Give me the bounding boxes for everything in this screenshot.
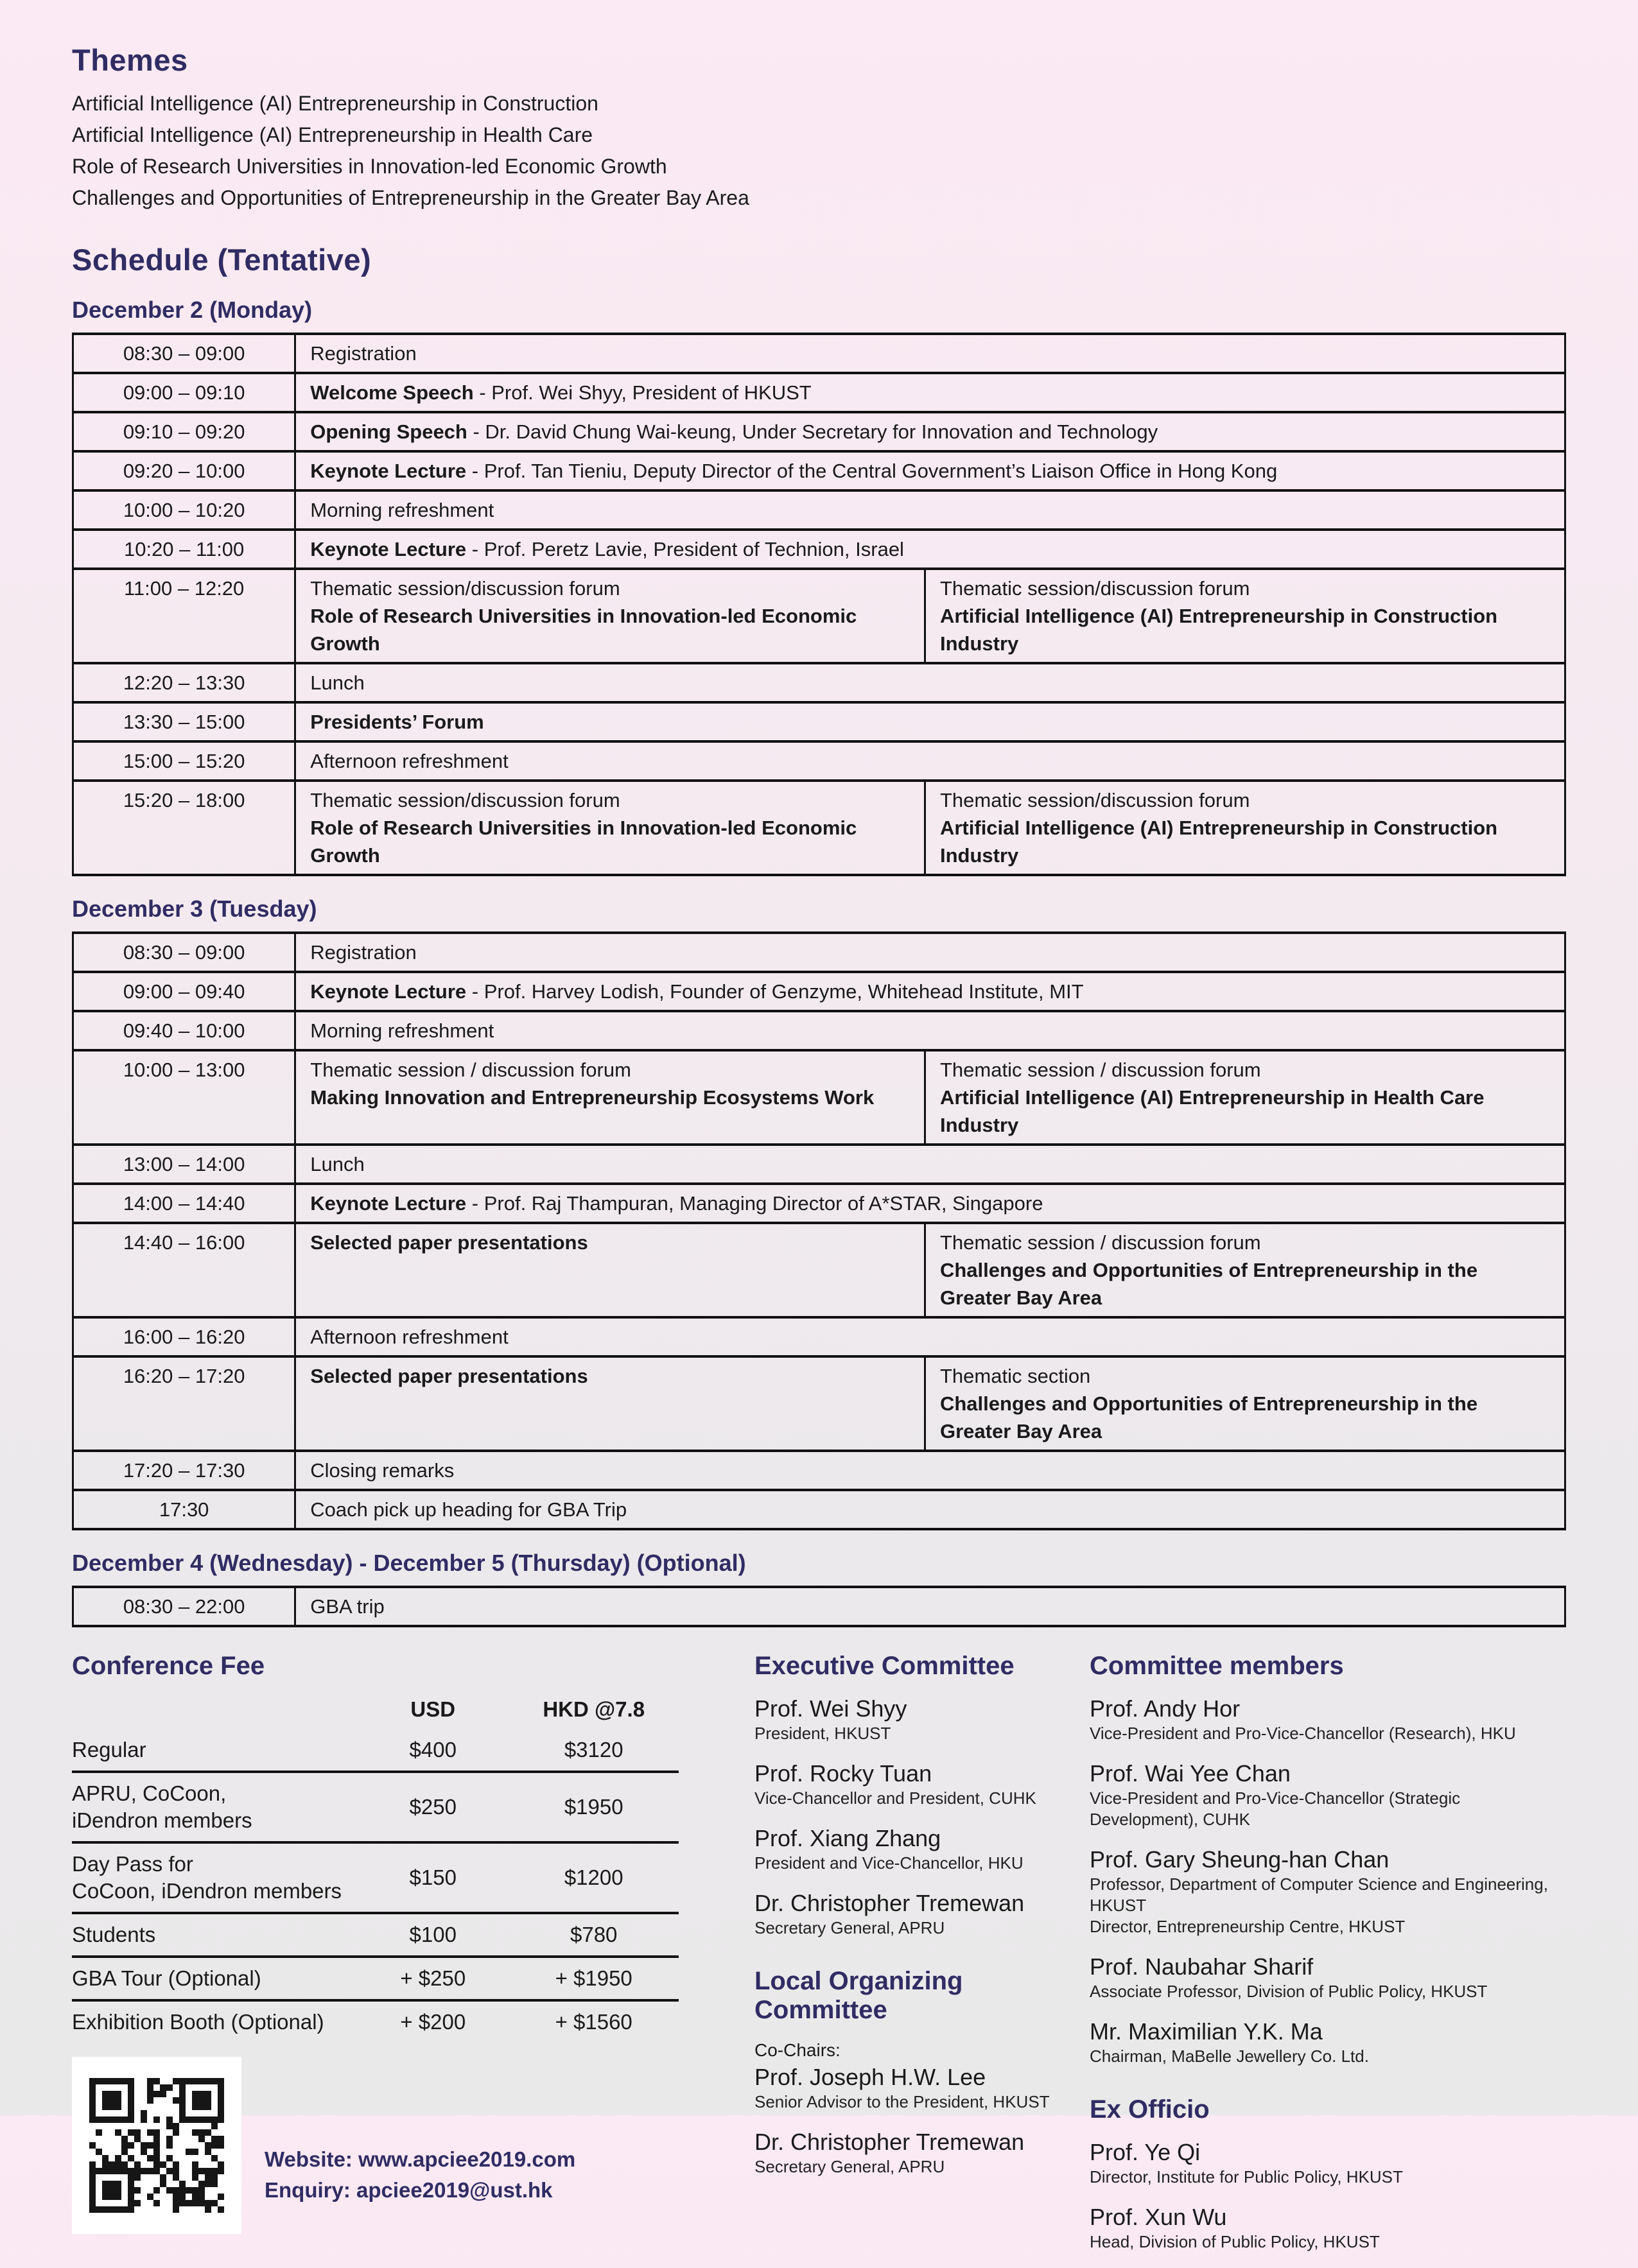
fee-label-cell: [72, 1842, 357, 1913]
schedule-cell-line: Keynote Lecture - Prof. Peretz Lavie, President of Technion, Israel: [310, 538, 904, 560]
schedule-cell-line: Afternoon refreshment: [310, 1326, 509, 1348]
session-cell: [295, 1587, 1565, 1626]
schedule-row: [73, 1587, 1565, 1626]
member-title: Professor, Department of Computer Science and Engineering, HKUST: [1090, 1874, 1548, 1915]
session-cell: [295, 741, 1565, 781]
committee-member: [1090, 1695, 1566, 1744]
committee-member: [1090, 2203, 1566, 2253]
time-cell: 14:40 – 16:00: [73, 1223, 295, 1317]
website-line: Website: www.apciee2019.com: [265, 2147, 576, 2171]
fee-label-cell: [72, 1957, 357, 2000]
time-cell: 09:40 – 10:00: [73, 1011, 295, 1050]
committee-member: [1090, 1846, 1566, 1937]
session-cell: [295, 451, 1565, 490]
time-cell: 10:00 – 10:20: [73, 490, 295, 530]
member-name: Dr. Christopher Tremewan: [754, 2129, 1025, 2155]
member-title: Vice-Chancellor and President, CUHK: [754, 1788, 1036, 1808]
conference-fee-section: [72, 1652, 679, 2268]
schedule-cell-line: Afternoon refreshment: [310, 750, 509, 772]
fee-label-line: Day Pass for: [72, 1852, 193, 1876]
session-cell: [295, 1490, 1565, 1529]
time-cell: 10:20 – 11:00: [73, 530, 295, 569]
schedule-cell-line: Artificial Intelligence (AI) Entrepreneurship in Construction Industry: [939, 817, 1498, 867]
member-name: Prof. Naubahar Sharif: [1090, 1953, 1314, 1980]
member-title: Secretary General, APRU: [754, 2157, 945, 2176]
schedule-cell-line: Keynote Lecture - Prof. Harvey Lodish, Founder of Genzyme, Whitehead Institute, MIT: [310, 980, 1084, 1003]
fee-row: [72, 2000, 679, 2043]
member-name: Prof. Xiang Zhang: [754, 1825, 941, 1851]
member-title: Senior Advisor to the President, HKUST: [754, 2092, 1050, 2111]
session-cell: [295, 1451, 1565, 1490]
committee-member: [754, 1889, 1070, 1939]
contact-block: [265, 2144, 575, 2234]
member-name: Mr. Maximilian Y.K. Ma: [1090, 2018, 1323, 2045]
schedule-cell-line: Thematic session / discussion forum: [939, 1231, 1261, 1254]
session-cell: [295, 1050, 925, 1145]
session-cell: [295, 530, 1565, 569]
time-cell: 17:20 – 17:30: [73, 1451, 295, 1490]
schedule-row: [73, 451, 1565, 490]
schedule-cell-line: Registration: [310, 342, 417, 365]
themes-list: [72, 88, 1566, 214]
schedule-cell-line: Morning refreshment: [310, 499, 494, 521]
member-title: Vice-President and Pro-Vice-Chancellor (Strategic Development), CUHK: [1090, 1788, 1461, 1829]
local-organizing-committee: [754, 1967, 1070, 2177]
schedule-cell-line: Role of Research Universities in Innovation-led Economic Growth: [310, 605, 857, 655]
fee-label-line: GBA Tour (Optional): [72, 1966, 261, 1990]
committee-member: [754, 2063, 1070, 2113]
schedule-cell-line: Lunch: [310, 671, 365, 694]
time-cell: 16:00 – 16:20: [73, 1317, 295, 1356]
committee-heading: Committee members: [1090, 1652, 1344, 1680]
fee-header-row: [72, 1687, 679, 1729]
fee-hkd-cell: $3120: [509, 1729, 679, 1772]
schedule-cell-line: Coach pick up heading for GBA Trip: [310, 1498, 627, 1521]
committee-heading: Ex Officio: [1090, 2095, 1210, 2124]
time-cell: 09:00 – 09:10: [73, 373, 295, 412]
time-cell: 15:00 – 15:20: [73, 741, 295, 781]
schedule-row: [73, 1145, 1565, 1184]
schedule-row: [73, 1223, 1565, 1317]
session-cell: [295, 1011, 1565, 1050]
schedule-heading: Schedule (Tentative): [72, 243, 372, 277]
fee-hkd-cell: $1200: [509, 1842, 679, 1913]
fee-label-cell: [72, 1772, 357, 1842]
themes-heading: Themes: [72, 43, 188, 77]
schedule-cell-line: Selected paper presentations: [310, 1231, 588, 1254]
theme-item: Artificial Intelligence (AI) Entrepreneurship in Construction: [72, 92, 598, 115]
fee-label-line: APRU, CoCoon,: [72, 1781, 227, 1805]
fee-row: [72, 1957, 679, 2000]
committee-heading: Executive Committee: [754, 1652, 1015, 1680]
schedule-table: [72, 333, 1566, 876]
schedule-cell-line: Keynote Lecture - Prof. Tan Tieniu, Deputy Director of the Central Government’s Liaison Office in Hong Kong: [310, 460, 1278, 482]
schedule-cell-line: Thematic section: [939, 1365, 1091, 1387]
fee-label-line: CoCoon, iDendron members: [72, 1879, 342, 1903]
fee-usd-cell: $250: [357, 1772, 509, 1842]
session-cell: [295, 663, 1565, 702]
session-cell: [925, 781, 1565, 875]
session-cell: [295, 1223, 925, 1317]
schedule-row: [73, 569, 1565, 663]
member-name: Dr. Christopher Tremewan: [754, 1890, 1025, 1916]
member-title: Associate Professor, Division of Public Policy, HKUST: [1090, 1982, 1488, 2001]
member-title: President and Vice-Chancellor, HKU: [754, 1853, 1024, 1873]
fee-label-line: Exhibition Booth (Optional): [72, 2010, 324, 2034]
fee-hkd-cell: $1950: [509, 1772, 679, 1842]
schedule-row: [73, 1184, 1565, 1223]
schedule-cell-line: Opening Speech - Dr. David Chung Wai-keung, Under Secretary for Innovation and Technology: [310, 420, 1158, 443]
time-cell: 12:20 – 13:30: [73, 663, 295, 702]
schedule-cell-line: Challenges and Opportunities of Entrepreneurship in the Greater Bay Area: [939, 1392, 1478, 1442]
schedule-cell-line: Thematic session/discussion forum: [939, 789, 1250, 811]
time-cell: 15:20 – 18:00: [73, 781, 295, 875]
session-cell: [295, 781, 925, 875]
committee-member: [1090, 1760, 1566, 1830]
schedule-cell-line: Presidents’ Forum: [310, 711, 484, 733]
member-name: Prof. Gary Sheung-han Chan: [1090, 1846, 1390, 1873]
committee-member: [754, 1695, 1070, 1744]
session-cell: [295, 490, 1565, 530]
committee-member: [1090, 1953, 1566, 2002]
conference-fee-table: [72, 1687, 679, 2043]
committee-member: [754, 1824, 1070, 1874]
schedule-row: [73, 1050, 1565, 1145]
time-cell: 09:20 – 10:00: [73, 451, 295, 490]
schedule-row: [73, 933, 1565, 972]
schedule-cell-line: Challenges and Opportunities of Entrepreneurship in the Greater Bay Area: [939, 1259, 1478, 1309]
qr-code-icon: [89, 2078, 224, 2213]
schedule-cell-line: Thematic session / discussion forum: [310, 1059, 631, 1081]
member-title: Director, Entrepreneurship Centre, HKUST: [1090, 1917, 1406, 1936]
session-cell: [295, 1317, 1565, 1356]
schedule-cell-line: Keynote Lecture - Prof. Raj Thampuran, Managing Director of A*STAR, Singapore: [310, 1192, 1043, 1215]
schedule-days: [72, 297, 1566, 1627]
schedule-row: [73, 972, 1565, 1011]
schedule-table: [72, 1586, 1566, 1627]
session-cell: [295, 412, 1565, 451]
time-cell: 08:30 – 09:00: [73, 933, 295, 972]
fee-row: [72, 1772, 679, 1842]
member-name: Prof. Wai Yee Chan: [1090, 1760, 1291, 1787]
time-cell: 10:00 – 13:00: [73, 1050, 295, 1145]
day-heading: December 3 (Tuesday): [72, 896, 317, 922]
schedule-cell-line: Morning refreshment: [310, 1019, 494, 1042]
member-title: Vice-President and Pro-Vice-Chancellor (Research), HKU: [1090, 1724, 1516, 1743]
fee-label-line: Students: [72, 1923, 156, 1946]
schedule-cell-line: GBA trip: [310, 1595, 385, 1618]
session-cell: [925, 1223, 1565, 1317]
schedule-row: [73, 1317, 1565, 1356]
session-cell: [295, 373, 1565, 412]
schedule-row: [73, 530, 1565, 569]
session-cell: [925, 1356, 1565, 1451]
schedule-table: [72, 931, 1566, 1530]
bottom-section: [72, 1652, 1566, 2268]
schedule-cell-line: Thematic session/discussion forum: [939, 577, 1250, 600]
schedule-cell-line: Welcome Speech - Prof. Wei Shyy, President of HKUST: [310, 381, 812, 404]
time-cell: 08:30 – 22:00: [73, 1587, 295, 1626]
schedule-cell-line: Thematic session/discussion forum: [310, 789, 620, 811]
schedule-cell-line: Making Innovation and Entrepreneurship Ecosystems Work: [310, 1086, 875, 1109]
fee-label-line: Regular: [72, 1738, 146, 1762]
fee-hkd-cell: + $1950: [509, 1957, 679, 2000]
time-cell: 17:30: [73, 1490, 295, 1529]
fee-usd-cell: + $200: [400, 2010, 466, 2034]
session-cell: [295, 702, 1565, 741]
fee-row: [72, 1842, 679, 1913]
session-cell: [295, 972, 1565, 1011]
fee-row: [72, 1913, 679, 1957]
session-cell: [295, 1145, 1565, 1184]
member-title: President, HKUST: [754, 1724, 891, 1743]
fee-hkd-cell: + $1560: [555, 2010, 632, 2034]
fee-header-cell: HKD @7.8: [543, 1697, 645, 1721]
schedule-row: [73, 1490, 1565, 1529]
member-title: Director, Institute for Public Policy, HKUST: [1090, 2167, 1403, 2186]
conference-fee-heading: Conference Fee: [72, 1652, 265, 1680]
member-title: Secretary General, APRU: [754, 1918, 945, 1937]
schedule-row: [73, 1011, 1565, 1050]
committee-heading: Local Organizing Committee: [754, 1967, 963, 2024]
schedule-cell-line: Closing remarks: [310, 1459, 455, 1482]
time-cell: 09:00 – 09:40: [73, 972, 295, 1011]
session-cell: [295, 1356, 925, 1451]
fee-usd-cell: $400: [357, 1729, 509, 1772]
fee-usd-cell: $100: [357, 1913, 509, 1957]
session-cell: [295, 334, 1565, 373]
schedule-cell-line: Thematic session/discussion forum: [310, 577, 620, 600]
committee-member: [1090, 2138, 1566, 2188]
schedule-row: [73, 334, 1565, 373]
fee-header-spacer: [72, 1687, 357, 1729]
committee-member: [1090, 2018, 1566, 2067]
fee-usd-cell: $150: [357, 1842, 509, 1913]
member-name: Prof. Ye Qi: [1090, 2139, 1201, 2165]
enquiry-line: Enquiry: apciee2019@ust.hk: [265, 2178, 553, 2202]
fee-label-line: iDendron members: [72, 1808, 252, 1832]
time-cell: 13:00 – 14:00: [73, 1145, 295, 1184]
footer-row: [72, 2057, 679, 2234]
schedule-row: [73, 702, 1565, 741]
schedule-row: [73, 741, 1565, 781]
committee-member: [754, 2128, 1070, 2177]
schedule-row: [73, 412, 1565, 451]
schedule-row: [73, 490, 1565, 530]
qr-code: [72, 2057, 241, 2234]
fee-row: [72, 1729, 679, 1772]
member-name: Prof. Andy Hor: [1090, 1695, 1241, 1722]
session-cell: [295, 569, 925, 663]
time-cell: 14:00 – 14:40: [73, 1184, 295, 1223]
member-name: Prof. Joseph H.W. Lee: [754, 2064, 986, 2090]
schedule-row: [73, 781, 1565, 875]
session-cell: [925, 569, 1565, 663]
fee-usd-cell: + $250: [357, 1957, 509, 2000]
time-cell: 13:30 – 15:00: [73, 702, 295, 741]
session-cell: [295, 933, 1565, 972]
fee-label-cell: [72, 1729, 357, 1772]
member-name: Prof. Xun Wu: [1090, 2204, 1227, 2230]
schedule-row: [73, 373, 1565, 412]
schedule-cell-line: Registration: [310, 941, 417, 964]
time-cell: 08:30 – 09:00: [73, 334, 295, 373]
ex-officio: [1090, 2095, 1566, 2253]
time-cell: 16:20 – 17:20: [73, 1356, 295, 1451]
theme-item: Challenges and Opportunities of Entrepreneurship in the Greater Bay Area: [72, 186, 749, 209]
member-name: Prof. Rocky Tuan: [754, 1760, 932, 1787]
session-cell: [925, 1050, 1565, 1145]
committee-member: [754, 1760, 1070, 1809]
fee-hkd-cell: $780: [509, 1913, 679, 1957]
member-title: Head, Division of Public Policy, HKUST: [1090, 2232, 1380, 2251]
schedule-cell-line: Lunch: [310, 1153, 365, 1175]
schedule-cell-line: Artificial Intelligence (AI) Entrepreneurship in Construction Industry: [939, 605, 1498, 655]
theme-item: Role of Research Universities in Innovation-led Economic Growth: [72, 155, 667, 178]
theme-item: Artificial Intelligence (AI) Entrepreneurship in Health Care: [72, 123, 593, 146]
schedule-row: [73, 1356, 1565, 1451]
committees-column-1: [754, 1652, 1070, 2268]
schedule-cell-line: Role of Research Universities in Innovation-led Economic Growth: [310, 817, 857, 867]
fee-header-cell: USD: [410, 1697, 456, 1721]
member-name: Prof. Wei Shyy: [754, 1695, 907, 1722]
committees-column-2: [1090, 1652, 1566, 2268]
time-cell: 09:10 – 09:20: [73, 412, 295, 451]
schedule-row: [73, 663, 1565, 702]
schedule-cell-line: Artificial Intelligence (AI) Entrepreneurship in Health Care Industry: [939, 1086, 1485, 1136]
schedule-cell-line: Selected paper presentations: [310, 1365, 588, 1387]
day-heading: December 2 (Monday): [72, 297, 313, 323]
time-cell: 11:00 – 12:20: [73, 569, 295, 663]
member-title: Chairman, MaBelle Jewellery Co. Ltd.: [1090, 2047, 1369, 2066]
day-heading: December 4 (Wednesday) - December 5 (Thursday) (Optional): [72, 1550, 746, 1576]
executive-committee: [754, 1652, 1070, 1939]
committee-note: Co-Chairs:: [754, 2040, 841, 2060]
schedule-row: [73, 1451, 1565, 1490]
session-cell: [295, 1184, 1565, 1223]
fee-label-cell: [72, 2000, 357, 2043]
schedule-cell-line: Thematic session / discussion forum: [939, 1059, 1261, 1081]
fee-label-cell: [72, 1913, 357, 1957]
committee-members: [1090, 1652, 1566, 2067]
